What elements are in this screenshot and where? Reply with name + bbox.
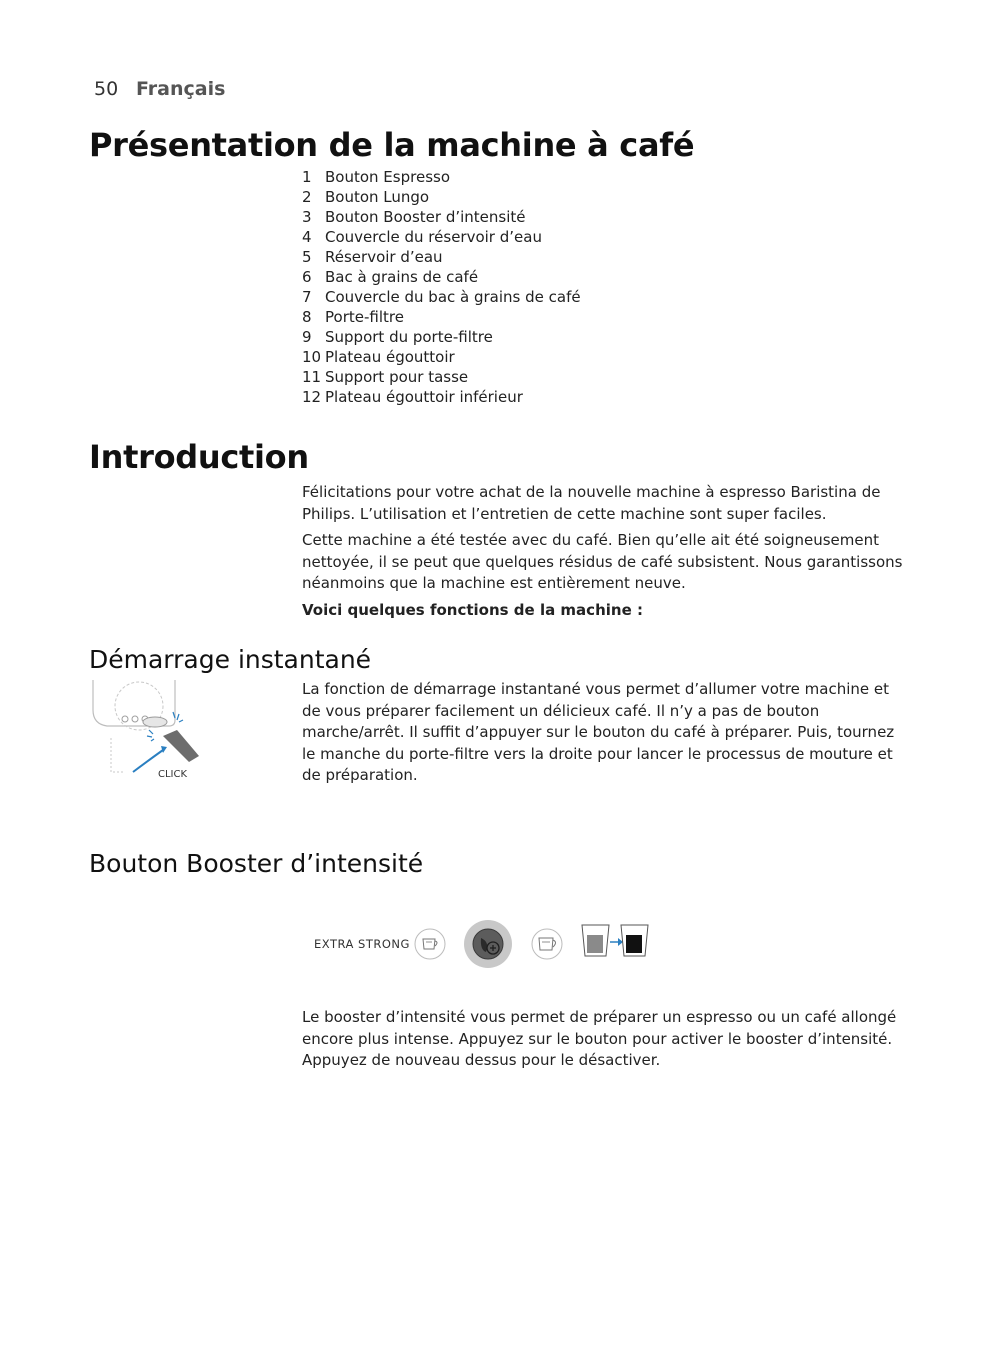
parts-list-item: [302, 327, 581, 347]
booster-title: Bouton Booster d’intensité: [89, 849, 424, 878]
parts-list-item: [302, 367, 581, 387]
page-number: 50: [94, 78, 119, 100]
parts-list-item: [302, 287, 581, 307]
parts-list-item: [302, 187, 581, 207]
part-label: Plateau égouttoir: [325, 348, 455, 366]
parts-list-item: [302, 167, 581, 187]
parts-list-item: [302, 207, 581, 227]
part-number: 1: [302, 168, 312, 186]
portafilter-illustration: [89, 680, 214, 785]
booster-body: Le booster d’intensité vous permet de préparer un espresso ou un café allongé encore plus intense. Appuyez sur le bouton pour activer le booster d’intensité. Appuyez de nouveau dessus pour le désactiver.: [302, 1008, 897, 1069]
instant-start-body: La fonction de démarrage instantané vous permet d’allumer votre machine et de vous préparer facilement un délicieux café. Il n’y a pas de bouton marche/arrêt. Il suffit d’appuyer sur le bouton du café à préparer. Puis, tournez le manche du porte-filtre vers la droite pour lancer le processus de mouture et de préparation.: [302, 680, 895, 784]
part-label: Support pour tasse: [325, 368, 469, 386]
part-label: Bouton Booster d’intensité: [325, 208, 526, 226]
booster-control-panel: [310, 918, 655, 972]
portafilter-handle: [163, 730, 199, 762]
introduction-para-1: Félicitations pour votre achat de la nouvelle machine à espresso Baristina de Philips. L’utilisation et l’entretien de cette machine sont super faciles.: [302, 483, 881, 523]
part-number: 7: [302, 288, 312, 306]
machine-base-outline: [111, 738, 125, 772]
language-label: Français: [136, 78, 226, 100]
part-number: 5: [302, 248, 312, 266]
parts-list-item: [302, 387, 581, 407]
part-number: 11: [302, 368, 322, 386]
parts-list-item: [302, 267, 581, 287]
part-label: Bouton Espresso: [325, 168, 450, 186]
introduction-para-2: Cette machine a été testée avec du café. Bien qu’elle ait été soigneusement nettoyée, il se peut que quelques résidus de café subsistent. Nous garantissons néanmoins que la machine est entièrement neuve.: [302, 531, 903, 592]
click-label: CLICK: [158, 769, 188, 780]
part-number: 2: [302, 188, 312, 206]
button-dot-icon: [132, 716, 138, 722]
espresso-cup-icon: [415, 929, 445, 959]
part-label: Couvercle du réservoir d’eau: [325, 228, 542, 246]
overview-title: Présentation de la machine à café: [89, 126, 695, 164]
parts-list-item: [302, 247, 581, 267]
part-number: 3: [302, 208, 312, 226]
parts-list-item: [302, 307, 581, 327]
part-number: 6: [302, 268, 312, 286]
part-label: Réservoir d’eau: [325, 248, 443, 266]
parts-list-item: [302, 227, 581, 247]
introduction-body: [302, 482, 912, 626]
button-dot-icon: [122, 716, 128, 722]
intensity-cups-icon: [582, 925, 648, 956]
features-heading: Voici quelques fonctions de la machine :: [302, 600, 643, 619]
introduction-title: Introduction: [89, 438, 309, 476]
part-label: Bouton Lungo: [325, 188, 430, 206]
part-number: 10: [302, 348, 322, 366]
portafilter-head: [143, 717, 167, 727]
part-label: Couvercle du bac à grains de café: [325, 288, 581, 306]
part-label: Porte-filtre: [325, 308, 404, 326]
parts-list: [302, 167, 581, 407]
part-label: Bac à grains de café: [325, 268, 479, 286]
part-number: 8: [302, 308, 312, 326]
part-number: 12: [302, 388, 322, 406]
part-number: 4: [302, 228, 312, 246]
part-label: Support du porte-filtre: [325, 328, 493, 346]
instant-start-title: Démarrage instantané: [89, 645, 372, 674]
extra-strong-label: EXTRA STRONG: [314, 937, 410, 951]
parts-list-item: [302, 347, 581, 367]
part-number: 9: [302, 328, 312, 346]
part-label: Plateau égouttoir inférieur: [325, 388, 523, 406]
lungo-cup-icon: [532, 929, 562, 959]
booster-button-icon: [464, 920, 512, 968]
